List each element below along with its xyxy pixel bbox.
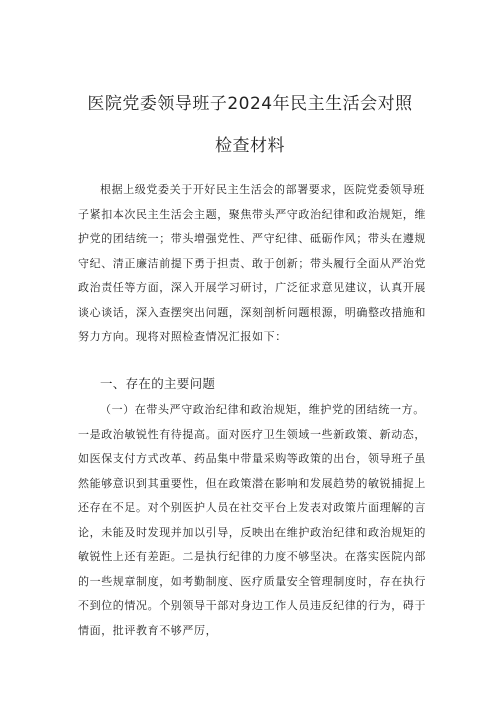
section1-paragraph: （一）在带头严守政治纪律和政治规矩，维护党的团结统一方。一是政治敏锐性有待提高。面对医疗卫生领域一些新政策、新动态，如医保支付方式改革、药品集中带量采购等政策的出台，领导班子虽然能够意识到其重要性，但在政策潜在影响和发展趋势的敏锐捕捉上还存在不足。对个别医护人员在社交平台上发表对政策片面理解的言论，未能及时发现并加以引导，反映出在维护政治纪律和政治规矩的敏锐性上还有差距。二是执行纪律的力度不够坚决。在落实医院内部的一些规章制度，如考勤制度、医疗质量安全管理制度时，存在执行不到位的情况。个别领导干部对身边工作人员违反纪律的行为，碍于情面，批评教育不够严厉，	[78, 403, 426, 637]
document-title-line2: 检查材料	[215, 136, 285, 156]
intro-paragraph: 根据上级党委关于开好民主生活会的部署要求，医院党委领导班子紧扣本次民主生活会主题，聚焦带头严守政治纪律和政治规矩，维护党的团结统一；带头增强党性、严守纪律、砥砺作风；带头在遵规守纪、清正廉洁前提下勇于担责、敢于创新；带头履行全面从严治党政治责任等方面，深入开展学习研讨，广泛征求意见建议，认真开展谈心谈话，深入查摆突出问题，深刻剖析问题根源，明确整改措施和努力方向。现将对照检查情况汇报如下：	[78, 183, 426, 343]
section1-heading: 一、存在的主要问题	[100, 376, 216, 391]
document-title-line1: 医院党委领导班子2024年民主生活会对照	[87, 94, 413, 114]
